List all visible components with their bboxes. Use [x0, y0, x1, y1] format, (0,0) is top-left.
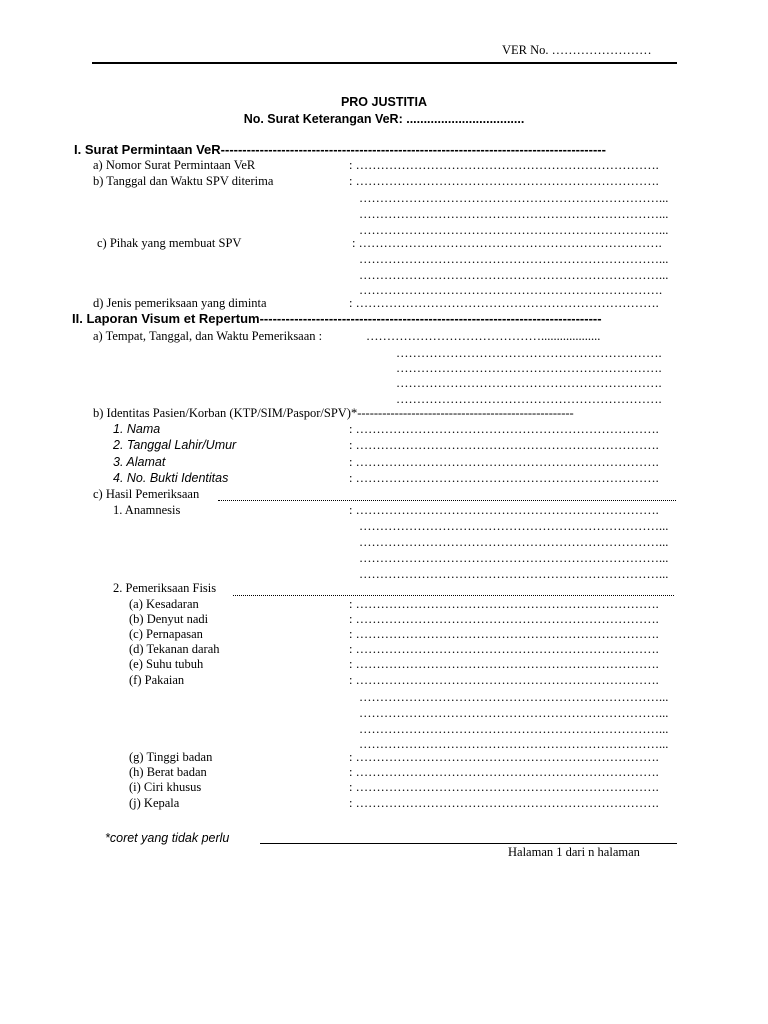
field-label-nomor-spv: a) Nomor Surat Permintaan VeR [93, 158, 256, 172]
field-continuation-line: ………………………………………………………. [396, 361, 662, 375]
field-label-tempat-tanggal: a) Tempat, Tanggal, dan Waktu Pemeriksaan : [93, 329, 323, 343]
identity-label-bukti: 4. No. Bukti Identitas [113, 471, 229, 485]
footer-rule [260, 843, 677, 844]
field-continuation-line: ………………………………………………………………... [359, 551, 669, 565]
fisis-label-kesadaran: (a) Kesadaran [129, 597, 199, 611]
field-continuation-line: ………………………………………………………………... [359, 252, 669, 266]
identity-value-nama: : ………………………………………………………………. [349, 422, 659, 436]
section-2-heading: II. Laporan Visum et Repertum------------------------------------------------------------------------------- [72, 311, 602, 326]
field-continuation-line: ………………………………………………………………. [359, 283, 663, 297]
hasil-pemeriksaan-heading: c) Hasil Pemeriksaan [93, 487, 200, 501]
anamnesis-value: : ………………………………………………………………. [349, 503, 659, 517]
field-continuation-line: ………………………………………………………………... [359, 519, 669, 533]
field-continuation-line: ………………………………………………………………... [359, 567, 669, 581]
field-value-jenis-pemeriksaan: : ………………………………………………………………. [349, 296, 659, 310]
fisis-label-tinggi-badan: (g) Tinggi badan [129, 750, 213, 764]
field-continuation-line: ………………………………………………………………... [359, 535, 669, 549]
page-number: Halaman 1 dari n halaman [508, 845, 640, 859]
fisis-label-kepala: (j) Kepala [129, 796, 180, 810]
fisis-value-tekanan-darah: : ………………………………………………………………. [349, 642, 659, 656]
field-continuation-line: ………………………………………………………………... [359, 268, 669, 282]
field-continuation-line: ………………………………………………………………... [359, 706, 669, 720]
field-continuation-line: ………………………………………………………………... [359, 207, 669, 221]
fisis-value-tinggi-badan: : ………………………………………………………………. [349, 750, 659, 764]
fisis-value-pernapasan: : ………………………………………………………………. [349, 627, 659, 641]
footnote-coret: *coret yang tidak perlu [105, 831, 230, 845]
pemeriksaan-fisis-heading: 2. Pemeriksaan Fisis [113, 581, 217, 595]
fisis-label-pernapasan: (c) Pernapasan [129, 627, 203, 641]
identity-value-alamat: : ………………………………………………………………. [349, 455, 659, 469]
identity-value-bukti: : ………………………………………………………………. [349, 471, 659, 485]
hasil-dotted-rule [218, 499, 676, 501]
title-surat-number: No. Surat Keterangan VeR: .................................. [243, 112, 525, 126]
section-1-heading: I. Surat Permintaan VeR----------------------------------------------------------------------------------------- [74, 142, 606, 157]
field-label-pihak-spv: c) Pihak yang membuat SPV [97, 236, 242, 250]
field-value-tempat-tanggal: ……………………………………................... [366, 329, 601, 343]
identity-label-nama: 1. Nama [113, 422, 161, 436]
field-value-nomor-spv: : ………………………………………………………………. [349, 158, 659, 172]
field-value-pihak-spv: : ………………………………………………………………. [352, 236, 662, 250]
field-continuation-line: ………………………………………………………. [396, 376, 662, 390]
fisis-label-denyut-nadi: (b) Denyut nadi [129, 612, 209, 626]
identity-label-alamat: 3. Alamat [113, 455, 166, 469]
field-continuation-line: ………………………………………………………………... [359, 737, 669, 751]
fisis-value-kesadaran: : ………………………………………………………………. [349, 597, 659, 611]
field-continuation-line: ………………………………………………………………... [359, 223, 669, 237]
field-continuation-line: ………………………………………………………………... [359, 690, 669, 704]
fisis-value-berat-badan: : ………………………………………………………………. [349, 765, 659, 779]
fisis-value-ciri-khusus: : ………………………………………………………………. [349, 780, 659, 794]
field-continuation-line: ………………………………………………………………... [359, 722, 669, 736]
fisis-value-denyut-nadi: : ………………………………………………………………. [349, 612, 659, 626]
title-pro-justitia: PRO JUSTITIA [340, 95, 428, 109]
field-label-jenis-pemeriksaan: d) Jenis pemeriksaan yang diminta [93, 296, 267, 310]
identitas-heading: b) Identitas Pasien/Korban (KTP/SIM/Paspor/SPV)*---------------------------------------------------- [93, 406, 574, 420]
anamnesis-label: 1. Anamnesis [113, 503, 181, 517]
field-continuation-line: ………………………………………………………. [396, 392, 662, 406]
identity-value-tanggal-lahir: : ………………………………………………………………. [349, 438, 659, 452]
field-label-tanggal-spv: b) Tanggal dan Waktu SPV diterima [93, 174, 274, 188]
identity-label-tanggal-lahir: 2. Tanggal Lahir/Umur [113, 438, 237, 452]
field-continuation-line: ………………………………………………………………... [359, 191, 669, 205]
fisis-label-tekanan-darah: (d) Tekanan darah [129, 642, 220, 656]
fisis-value-pakaian: : ………………………………………………………………. [349, 673, 659, 687]
fisis-label-ciri-khusus: (i) Ciri khusus [129, 780, 202, 794]
fisis-dotted-rule [233, 594, 674, 596]
field-value-tanggal-spv: : ………………………………………………………………. [349, 174, 659, 188]
fisis-value-suhu-tubuh: : ………………………………………………………………. [349, 657, 659, 671]
fisis-value-kepala: : ………………………………………………………………. [349, 796, 659, 810]
fisis-label-pakaian: (f) Pakaian [129, 673, 185, 687]
fisis-label-suhu-tubuh: (e) Suhu tubuh [129, 657, 204, 671]
header-rule [92, 62, 677, 64]
fisis-label-berat-badan: (h) Berat badan [129, 765, 207, 779]
ver-number: VER No. …………………… [502, 43, 652, 57]
field-continuation-line: ………………………………………………………. [396, 346, 662, 360]
